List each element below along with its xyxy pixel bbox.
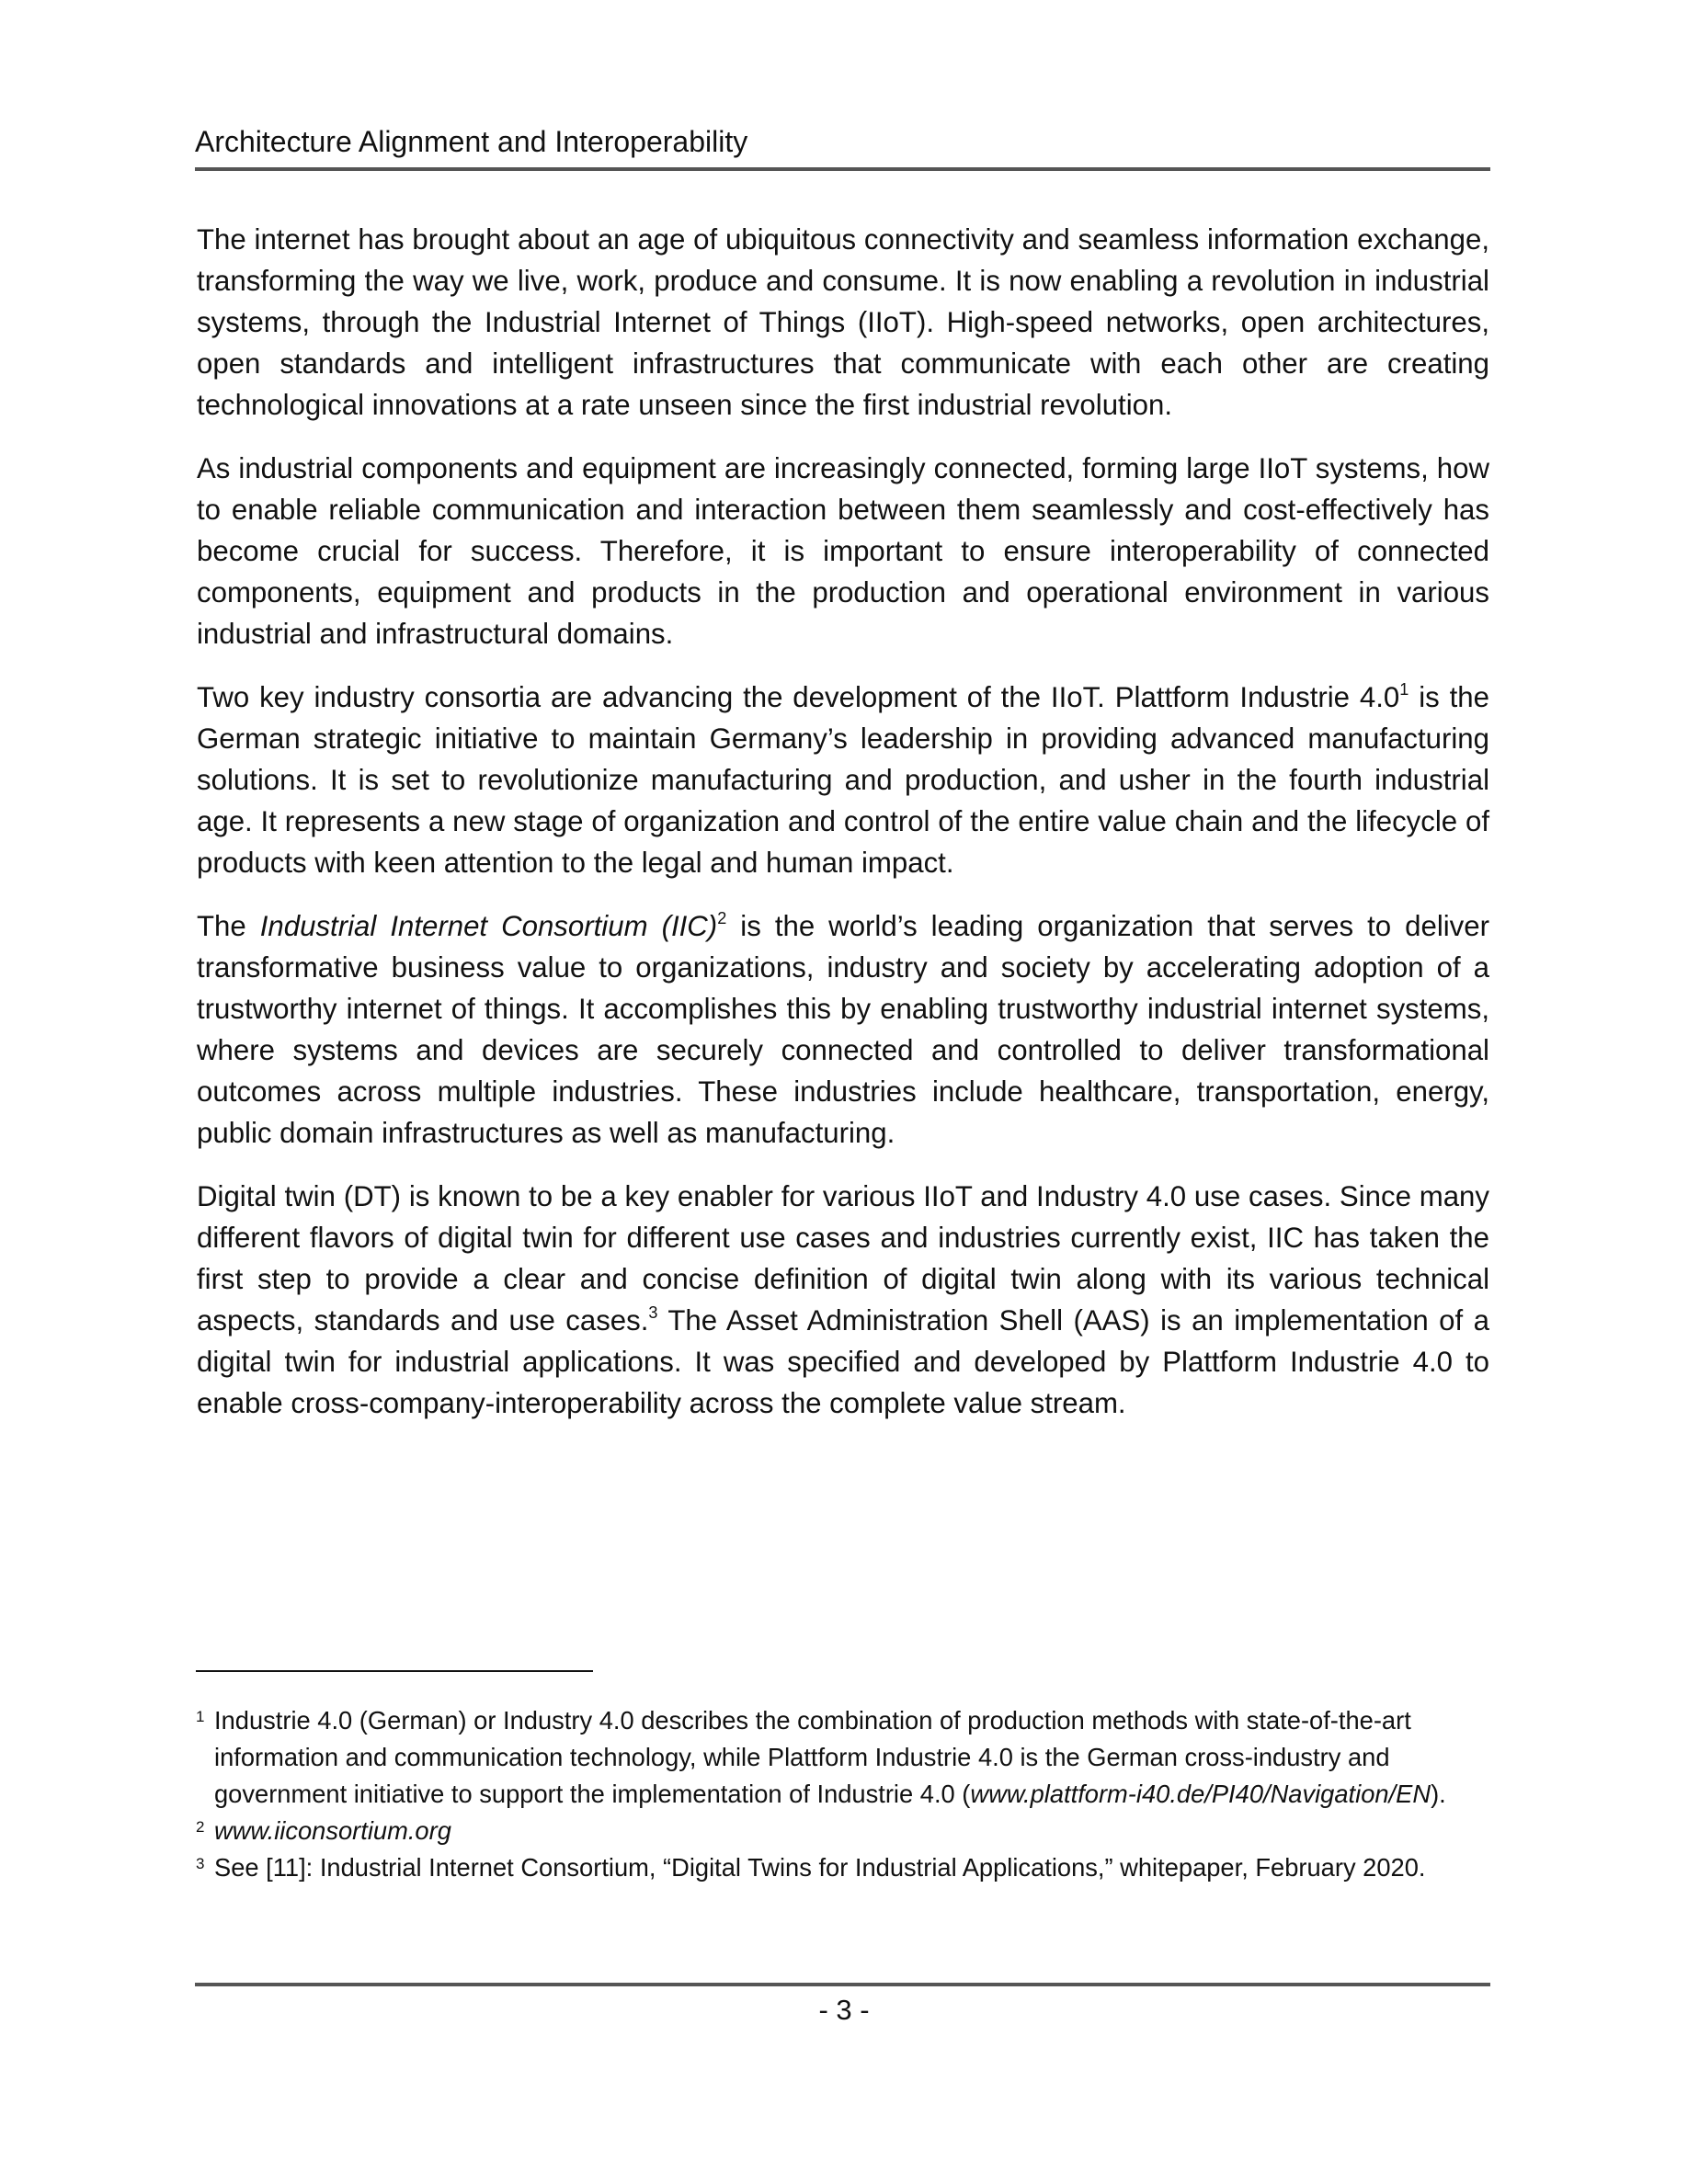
footnote-1-text: Industrie 4.0 (German) or Industry 4.0 describes the combination of production methods with state-of-the-art information and communication technology, while Plattform Industrie 4.0 is the German cross-industry and government initiative to support the implementation of Industrie 4.0 ( [214,1706,1411,1808]
paragraph-2: As industrial components and equipment are increasingly connected, forming large IIoT systems, how to enable reliable communication and interaction between them seamlessly and cost-effectively has become crucial for success. Therefore, it is important to ensure interoperability of connected components, equipment and products in the production and operational environment in various industrial and infrastructural domains. [197,452,1489,650]
paragraph-3-text-start: Two key industry consortia are advancing the development of the IIoT. Plattform Industrie 4.0 [197,681,1400,713]
paragraph-4 [197,905,1489,1154]
paragraph-3 [197,677,1489,883]
footnote-2-link[interactable]: www.iiconsortium.org [214,1816,451,1845]
page-number: - 3 - [818,1994,870,2026]
paragraph-4-text-end: is the world’s leading organization that serves to deliver transformative business value to organizations, industry and society by accelerating adoption of a trustworthy internet of things. It accomplishes this by enabling trustworthy industrial internet systems, where systems and devices are securely connected and controlled to deliver transformational outcomes across multiple industries. These industries include healthcare, transportation, energy, public domain infrastructures as well as manufacturing. [197,910,1490,1149]
paragraph-4-text-start: The [197,910,260,942]
paragraph-5-text-end: The Asset Administration Shell (AAS) is an implementation of a digital twin for industrial applications. It was specified and developed by Plattform Industrie 4.0 to enable cross-company-interoperability across the complete value stream. [197,1304,1489,1419]
footnote-2 [196,1813,1490,1849]
footnote-ref-3[interactable]: 3 [648,1302,658,1322]
footnote-1-mark: 1 [196,1708,205,1725]
iic-name: Industrial Internet Consortium (IIC) [259,910,718,942]
footnote-1-link[interactable]: www.plattform-i40.de/PI40/Navigation/EN [970,1780,1431,1808]
footnote-ref-1[interactable]: 1 [1399,679,1409,699]
paragraph-5 [197,1176,1489,1424]
footnote-2-mark: 2 [196,1818,205,1836]
header-divider [195,167,1490,171]
footnote-ref-2[interactable]: 2 [717,908,727,927]
footer-divider [195,1983,1490,1986]
footnote-1 [196,1702,1490,1813]
footnote-divider [196,1670,593,1672]
footnote-1-tail: ). [1431,1780,1446,1808]
page-header-title: Architecture Alignment and Interoperability [195,125,748,158]
footnote-3-text: See [11]: Industrial Internet Consortium, “Digital Twins for Industrial Applications,” whitepaper, February 2020. [214,1853,1426,1882]
paragraph-1: The internet has brought about an age of ubiquitous connectivity and seamless information exchange, transforming the way we live, work, produce and consume. It is now enabling a revolution in industrial systems, through the Industrial Internet of Things (IIoT). High-speed networks, open architectures, open standards and intelligent infrastructures that communicate with each other are creating technological innovations at a rate unseen since the first industrial revolution. [197,223,1489,421]
footnote-3 [196,1849,1490,1886]
paragraph-5-text-start: Digital twin (DT) is known to be a key enabler for various IIoT and Industry 4.0 use cases. Since many different flavors of digital twin for different use cases and industries currently exist, IIC has taken the first step to provide a clear and concise definition of digital twin along with its various technical aspects, standards and use cases. [197,1180,1489,1337]
body-text [197,219,1489,1446]
paragraph-3-text-end: is the German strategic initiative to maintain Germany’s leadership in providing advanced manufacturing solutions. It is set to revolutionize manufacturing and production, and usher in the fourth industrial age. It represents a new stage of organization and control of the entire value chain and the lifecycle of products with keen attention to the legal and human impact. [197,681,1489,879]
footnotes [196,1702,1490,1886]
footnote-3-mark: 3 [196,1855,205,1872]
